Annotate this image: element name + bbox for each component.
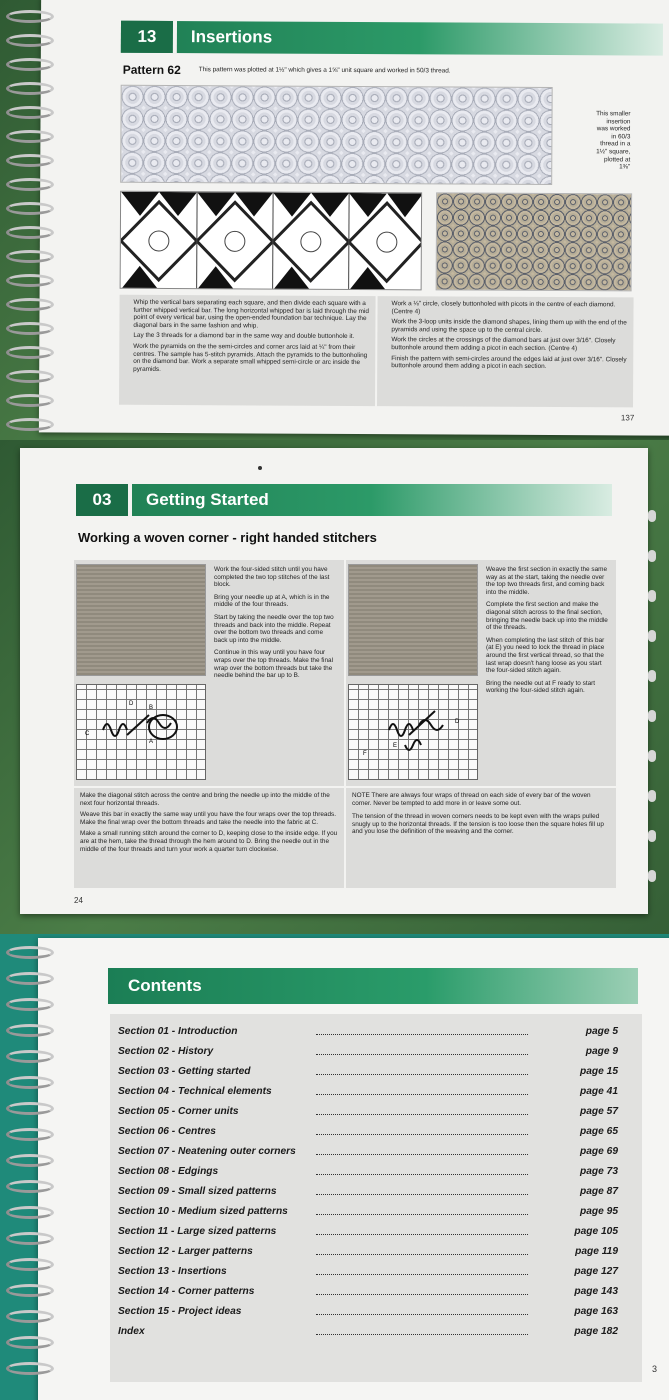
right-spiral-edge <box>648 510 668 930</box>
pattern-description: This pattern was plotted at 1½" which gives a 1⅝" unit square and worked in 50/3 thread. <box>198 66 451 75</box>
diagram-label-a: A <box>149 739 154 745</box>
page-heading: Working a woven corner - right handed stitchers <box>78 530 377 545</box>
section-number: 03 <box>76 484 132 516</box>
toc-entry[interactable]: Section 12 - Larger patterns page 119 <box>118 1246 618 1257</box>
pattern-diagram <box>120 191 423 291</box>
right-column-text: Weave the first section in exactly the same way as at the start, taking the needle over the top two threads first, and coming back into the middle. Complete the first section and make the diagonal stitch across to the final section, bringing the needle back up into the middle of the threads. When completing the last stitch of this bar (at E) you need to lock the thread in place around the first vertical thread, so that the last wrap doesn't hang loose as you start the four-sided stitch again. Bring the needle out at F ready to start working the four-sided stitch again. <box>486 566 608 695</box>
woven-corner-photo-1 <box>76 564 206 676</box>
contents-header: Contents <box>108 968 638 1004</box>
toc-entry[interactable]: Section 10 - Medium sized patterns page 95 <box>118 1206 618 1217</box>
right-figure-box <box>346 560 616 786</box>
toc-entry[interactable]: Section 05 - Corner units page 57 <box>118 1106 618 1117</box>
section-header-bar <box>121 21 663 56</box>
diagram-1-lines <box>77 685 207 781</box>
lace-insertion-photo <box>120 85 553 185</box>
page-number: 3 <box>652 1364 658 1374</box>
right-instructions: Work a ⅛" circle, closely buttonholed with picots in the centre of each diamond. (Centre 4) Work the 3-loop units inside the diamond shapes, lining them up with the end of the pyramids and using the space up to the central circle. Work the circles at the crossings of the diamond bars at just over 3/16". Closely buttonhole around them adding a picot in each section. (Centre 4) Finish the pattern with semi-circles around the edges laid at just over 3/16". Closely buttonhole around them adding a picot in each section. <box>377 296 634 407</box>
photo-insertions <box>0 0 669 440</box>
book-page-137 <box>39 0 669 436</box>
toc-entry[interactable]: Section 02 - History page 9 <box>118 1046 618 1057</box>
bottom-left-text: Make the diagonal stitch across the centre and bring the needle up into the middle of the next four horizontal threads. Weave this bar in exactly the same way until you have the four wraps over the top threads. Make the final wrap over the bottom threads and take the needle into the fabric at C. Make a small running stitch around the corner to D, keeping close to the inside edge. If you are at the hem, take the thread through the hem around to D. Bring the needle out in the middle of the four threads and turn your work a quarter turn clockwise. <box>74 788 344 888</box>
section-number: 13 <box>121 21 177 53</box>
diagram-label-b: B <box>149 705 154 711</box>
toc-entry[interactable]: Section 06 - Centres page 65 <box>118 1126 618 1137</box>
toc-entry[interactable]: Section 15 - Project ideas page 163 <box>118 1306 618 1317</box>
toc-entry[interactable]: Section 13 - Insertions page 127 <box>118 1266 618 1277</box>
toc-entry[interactable]: Section 03 - Getting started page 15 <box>118 1066 618 1077</box>
smaller-insertion-photo <box>436 192 633 291</box>
toc-entry[interactable]: Section 14 - Corner patterns page 143 <box>118 1286 618 1297</box>
woven-corner-photo-2 <box>348 564 478 676</box>
toc-entry[interactable]: Section 01 - Introduction page 5 <box>118 1026 618 1037</box>
page-dot <box>258 466 262 470</box>
toc-entry[interactable]: Section 08 - Edgings page 73 <box>118 1166 618 1177</box>
pattern-diagram-drawing <box>121 192 423 291</box>
left-column-text: Work the four-sided stitch until you have completed the two top stitches of the last block. Bring your needle up at A, which is in the middle of the four threads. Start by taking the needle over the top two threads and back into the middle. Repeat over the bottom two threads and come back up into the middle. Continue in this way until you have four wraps over the top threads. Make the final wrap over the bottom threads but take the needle behind the bar up to B. <box>214 566 334 680</box>
diagram-label-f: F <box>363 751 367 757</box>
left-instructions: Whip the vertical bars separating each square, and then divide each square with a further whipped vertical bar. The long horizontal whipped bar is laid through the mid point of every vertical bar, using the open-ended foundation bar technique. Lay the diagonal bars in the same fashion and whip. Lay the 3 threads for a diamond bar in the same way and double buttonhole it. Work the pyramids on the the semi-circles and corner arcs laid at ¼" from their centres. The sample has 5-stitch pyramids. Attach the pyramids to the buttonholing on the diamond bar. Work a separate small whipped semi-circle or arc inside the pyramids. <box>119 295 376 406</box>
side-note: This smaller insertion was worked in 60/3 thread in a 1½" square, plotted at 1⅜" <box>596 110 631 171</box>
photo-contents <box>0 934 669 1400</box>
section-header-bar <box>76 484 612 516</box>
toc-entry[interactable]: Index page 182 <box>118 1326 618 1337</box>
page-number: 24 <box>74 896 83 905</box>
diagram-label-c: C <box>85 731 90 737</box>
toc-entry[interactable]: Section 11 - Large sized patterns page 105 <box>118 1226 618 1237</box>
photo-getting-started <box>0 440 669 934</box>
spiral-binding <box>0 934 60 1400</box>
toc-entry[interactable]: Section 09 - Small sized patterns page 87 <box>118 1186 618 1197</box>
spiral-binding <box>0 0 60 440</box>
diagram-label-d: D <box>129 701 134 707</box>
section-title: Insertions <box>190 27 273 47</box>
bottom-right-text: NOTE There are always four wraps of thread on each side of every bar of the woven corner. Never be tempted to add more in or leave some out. The tension of the thread in woven corners needs to be kept even with the wraps pulled snugly up to the horizontal threads. If the tension is too loose then the square holes fill up and you lose the definition of the weaving and the corner. <box>346 788 616 888</box>
page-number: 137 <box>620 413 635 423</box>
diagram-2-lines <box>349 685 479 781</box>
woven-corner-diagram-2 <box>348 684 478 780</box>
diagram-label-d2: D <box>455 719 460 725</box>
section-title: Getting Started <box>146 490 269 509</box>
pattern-label: Pattern 62 <box>122 62 181 78</box>
left-figure-box <box>74 560 344 786</box>
woven-corner-diagram-1 <box>76 684 206 780</box>
toc-entry[interactable]: Section 07 - Neatening outer corners page 69 <box>118 1146 618 1157</box>
diagram-label-e: E <box>393 743 398 749</box>
book-page-24 <box>20 448 648 914</box>
toc-entry[interactable]: Section 04 - Technical elements page 41 <box>118 1086 618 1097</box>
